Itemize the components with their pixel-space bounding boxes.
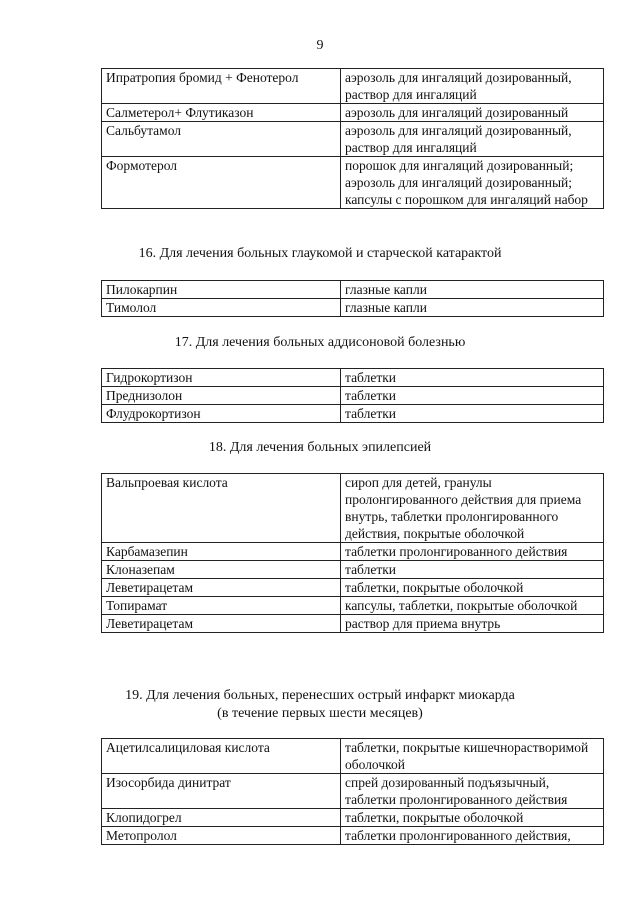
drug-name: Карбамазепин: [102, 543, 341, 561]
table-row: [102, 405, 604, 423]
table-row: [102, 597, 604, 615]
drug-name: Клоназепам: [102, 561, 341, 579]
table-row: [102, 827, 604, 845]
medication-table-glaucoma: [101, 280, 604, 317]
table-row: [102, 774, 604, 809]
drug-name: Преднизолон: [102, 387, 341, 405]
drug-form: таблетки, покрытые оболочкой: [341, 579, 604, 597]
drug-form: таблетки, покрытые кишечнорастворимой оболочкой: [341, 739, 604, 774]
table-row: [102, 104, 604, 122]
section-heading-19-line1: 19. Для лечения больных, перенесших острый инфаркт миокарда: [125, 688, 515, 703]
table-row: [102, 543, 604, 561]
drug-name: Вальпроевая кислота: [102, 474, 341, 543]
drug-name: Изосорбида динитрат: [102, 774, 341, 809]
drug-form: капсулы, таблетки, покрытые оболочкой: [341, 597, 604, 615]
drug-form: аэрозоль для ингаляций дозированный, раствор для ингаляций: [341, 69, 604, 104]
drug-name: Леветирацетам: [102, 579, 341, 597]
drug-form: таблетки: [341, 405, 604, 423]
section-heading-17: 17. Для лечения больных аддисоновой болезнью: [174, 335, 466, 350]
drug-form: аэрозоль для ингаляций дозированный: [341, 104, 604, 122]
medication-table-addison: [101, 368, 604, 423]
drug-form: спрей дозированный подъязычный, таблетки пролонгированного действия: [341, 774, 604, 809]
drug-name: Ацетилсалициловая кислота: [102, 739, 341, 774]
medication-table-epilepsy: [101, 473, 604, 633]
drug-name: Леветирацетам: [102, 615, 341, 633]
drug-form: раствор для приема внутрь: [341, 615, 604, 633]
drug-name: Сальбутамол: [102, 122, 341, 157]
table-row: [102, 615, 604, 633]
table-row: [102, 281, 604, 299]
drug-name: Гидрокортизон: [102, 369, 341, 387]
table-row: [102, 809, 604, 827]
drug-name: Ипратропия бромид + Фенотерол: [102, 69, 341, 104]
section-heading-18: 18. Для лечения больных эпилепсией: [208, 440, 432, 455]
drug-form: аэрозоль для ингаляций дозированный, раствор для ингаляций: [341, 122, 604, 157]
table-row: [102, 474, 604, 543]
table-row: [102, 387, 604, 405]
drug-name: Тимолол: [102, 299, 341, 317]
drug-form: таблетки: [341, 561, 604, 579]
drug-form: порошок для ингаляций дозированный; аэрозоль для ингаляций дозированный; капсулы с порошком для ингаляций набор: [341, 157, 604, 209]
drug-name: Салметерол+ Флутиказон: [102, 104, 341, 122]
table-row: [102, 157, 604, 209]
page-number: 9: [316, 38, 324, 53]
table-row: [102, 299, 604, 317]
drug-form: глазные капли: [341, 281, 604, 299]
drug-name: Клопидогрел: [102, 809, 341, 827]
table-row: [102, 739, 604, 774]
table-row: [102, 69, 604, 104]
drug-name: Флудрокортизон: [102, 405, 341, 423]
drug-form: таблетки пролонгированного действия: [341, 543, 604, 561]
drug-form: таблетки: [341, 387, 604, 405]
drug-name: Формотерол: [102, 157, 341, 209]
table-row: [102, 369, 604, 387]
drug-form: глазные капли: [341, 299, 604, 317]
table-row: [102, 561, 604, 579]
drug-name: Топирамат: [102, 597, 341, 615]
medication-table-respiratory: [101, 68, 604, 209]
drug-name: Пилокарпин: [102, 281, 341, 299]
drug-name: Метопролол: [102, 827, 341, 845]
section-heading-19: [0, 687, 640, 723]
drug-form: таблетки, покрытые оболочкой: [341, 809, 604, 827]
section-heading-16: 16. Для лечения больных глаукомой и старческой катарактой: [138, 246, 502, 261]
table-row: [102, 122, 604, 157]
drug-form: таблетки: [341, 369, 604, 387]
medication-table-infarction: [101, 738, 604, 845]
section-heading-19-line2: (в течение первых шести месяцев): [217, 706, 423, 721]
drug-form: таблетки пролонгированного действия,: [341, 827, 604, 845]
drug-form: сироп для детей, гранулы пролонгированного действия для приема внутрь, таблетки пролонгированного действия, покрытые оболочкой: [341, 474, 604, 543]
table-row: [102, 579, 604, 597]
